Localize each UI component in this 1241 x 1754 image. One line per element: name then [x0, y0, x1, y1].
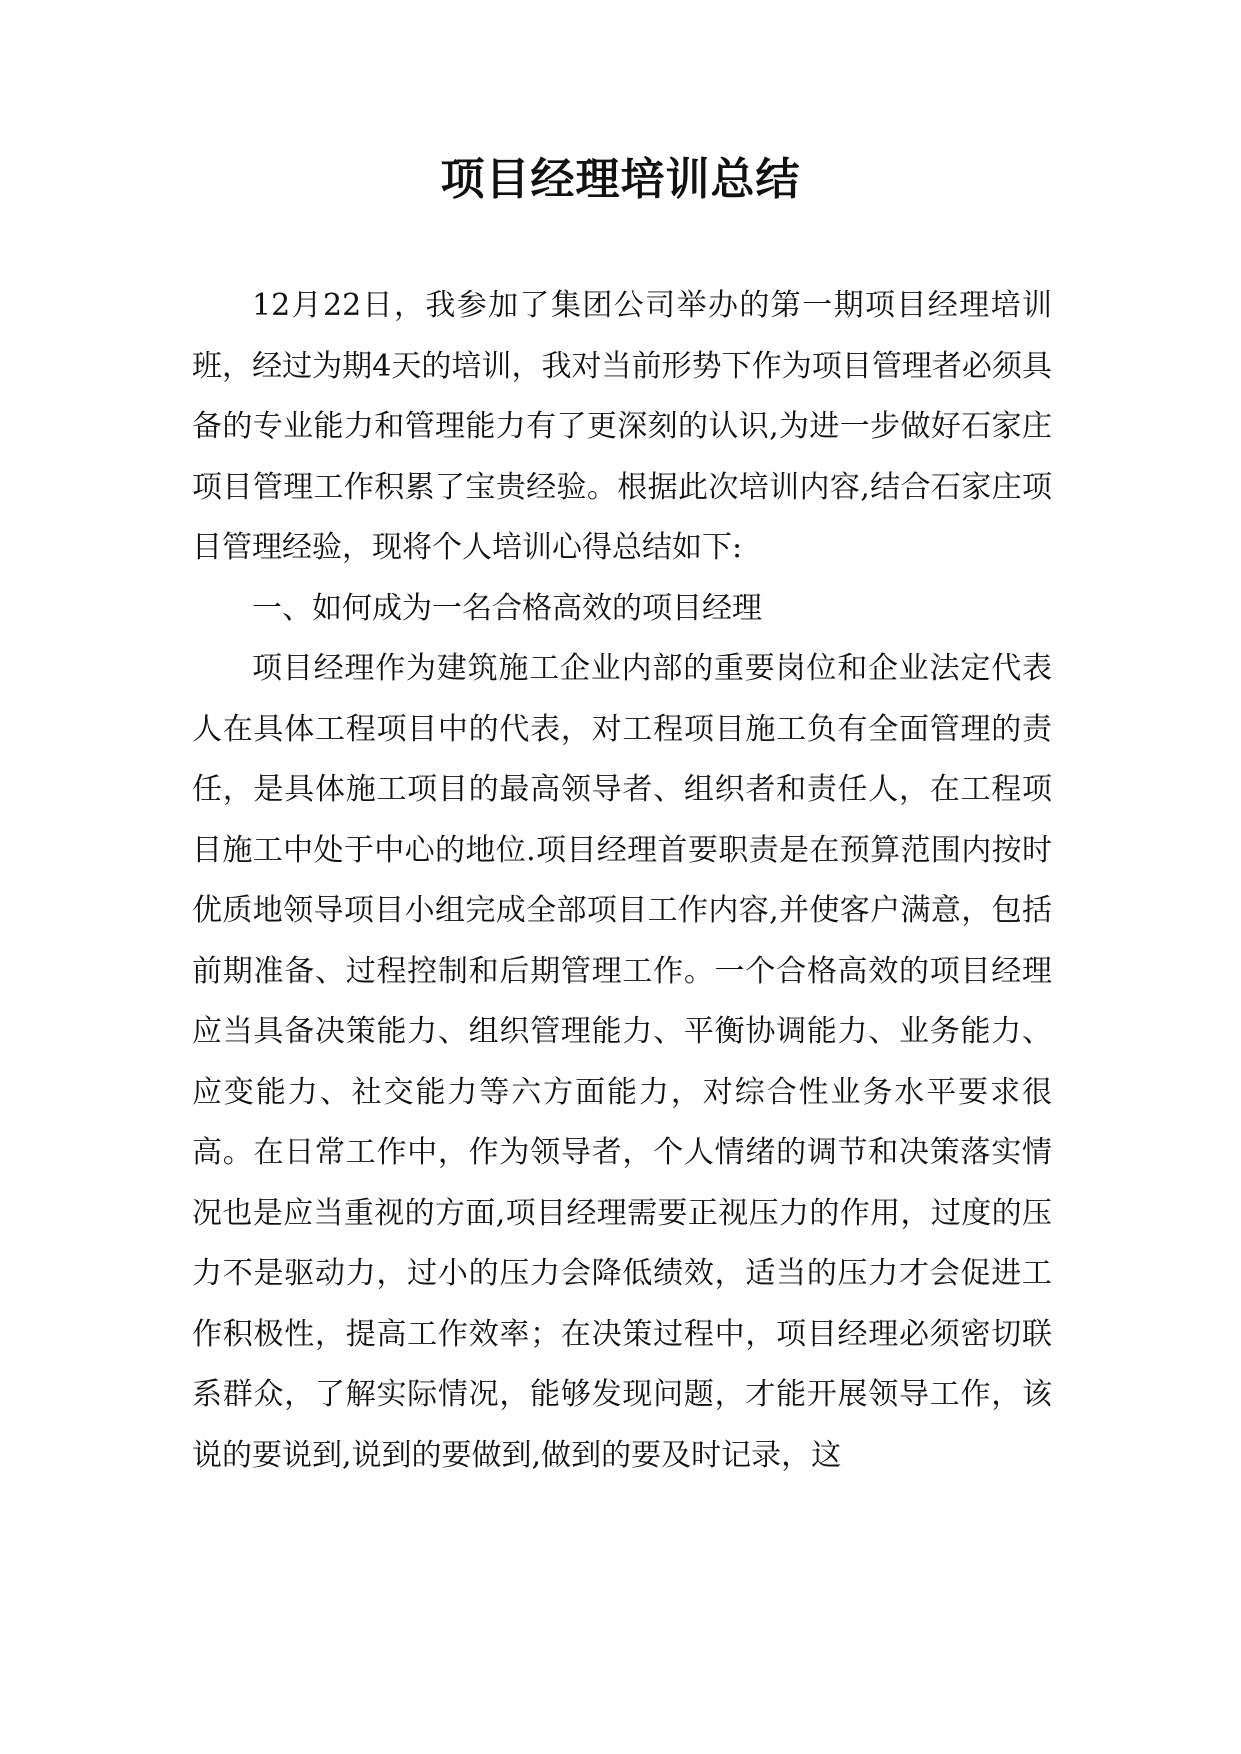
- section-heading: 一、如何成为一名合格高效的项目经理: [252, 590, 762, 626]
- intro-paragraph: 12月22日，我参加了集团公司举办的第一期项目经理培训班，经过为期4天的培训，我对当前形势下作为项目管理者必须具备的专业能力和管理能力有了更深刻的认识,为进一步做好石家庄项目管理工作积累了宝贵经验。根据此次培训内容,结合石家庄项目管理经验，现将个人培训心得总结如下:: [192, 288, 1052, 565]
- section-paragraph: 项目经理作为建筑施工企业内部的重要岗位和企业法定代表人在具体工程项目中的代表，对工程项目施工负有全面管理的责任，是具体施工项目的最高领导者、组织者和责任人，在工程项目施工中处于中心的地位.项目经理首要职责是在预算范围内按时优质地领导项目小组完成全部项目工作内容,并使客户满意，包括前期准备、过程控制和后期管理工作。一个合格高效的项目经理应当具备决策能力、组织管理能力、平衡协调能力、业务能力、应变能力、社交能力等六方面能力，对综合性业务水平要求很高。在日常工作中，作为领导者，个人情绪的调节和决策落实情况也是应当重视的方面,项目经理需要正视压力的作用，过度的压力不是驱动力，过小的压力会降低绩效，适当的压力才会促进工作积极性，提高工作效率；在决策过程中，项目经理必须密切联系群众，了解实际情况，能够发现问题，才能开展领导工作，该说的要说到,说到的要做到,做到的要及时记录，这: [192, 651, 1052, 1473]
- document-body: [192, 276, 1052, 1486]
- document-title: 项目经理培训总结: [440, 154, 801, 205]
